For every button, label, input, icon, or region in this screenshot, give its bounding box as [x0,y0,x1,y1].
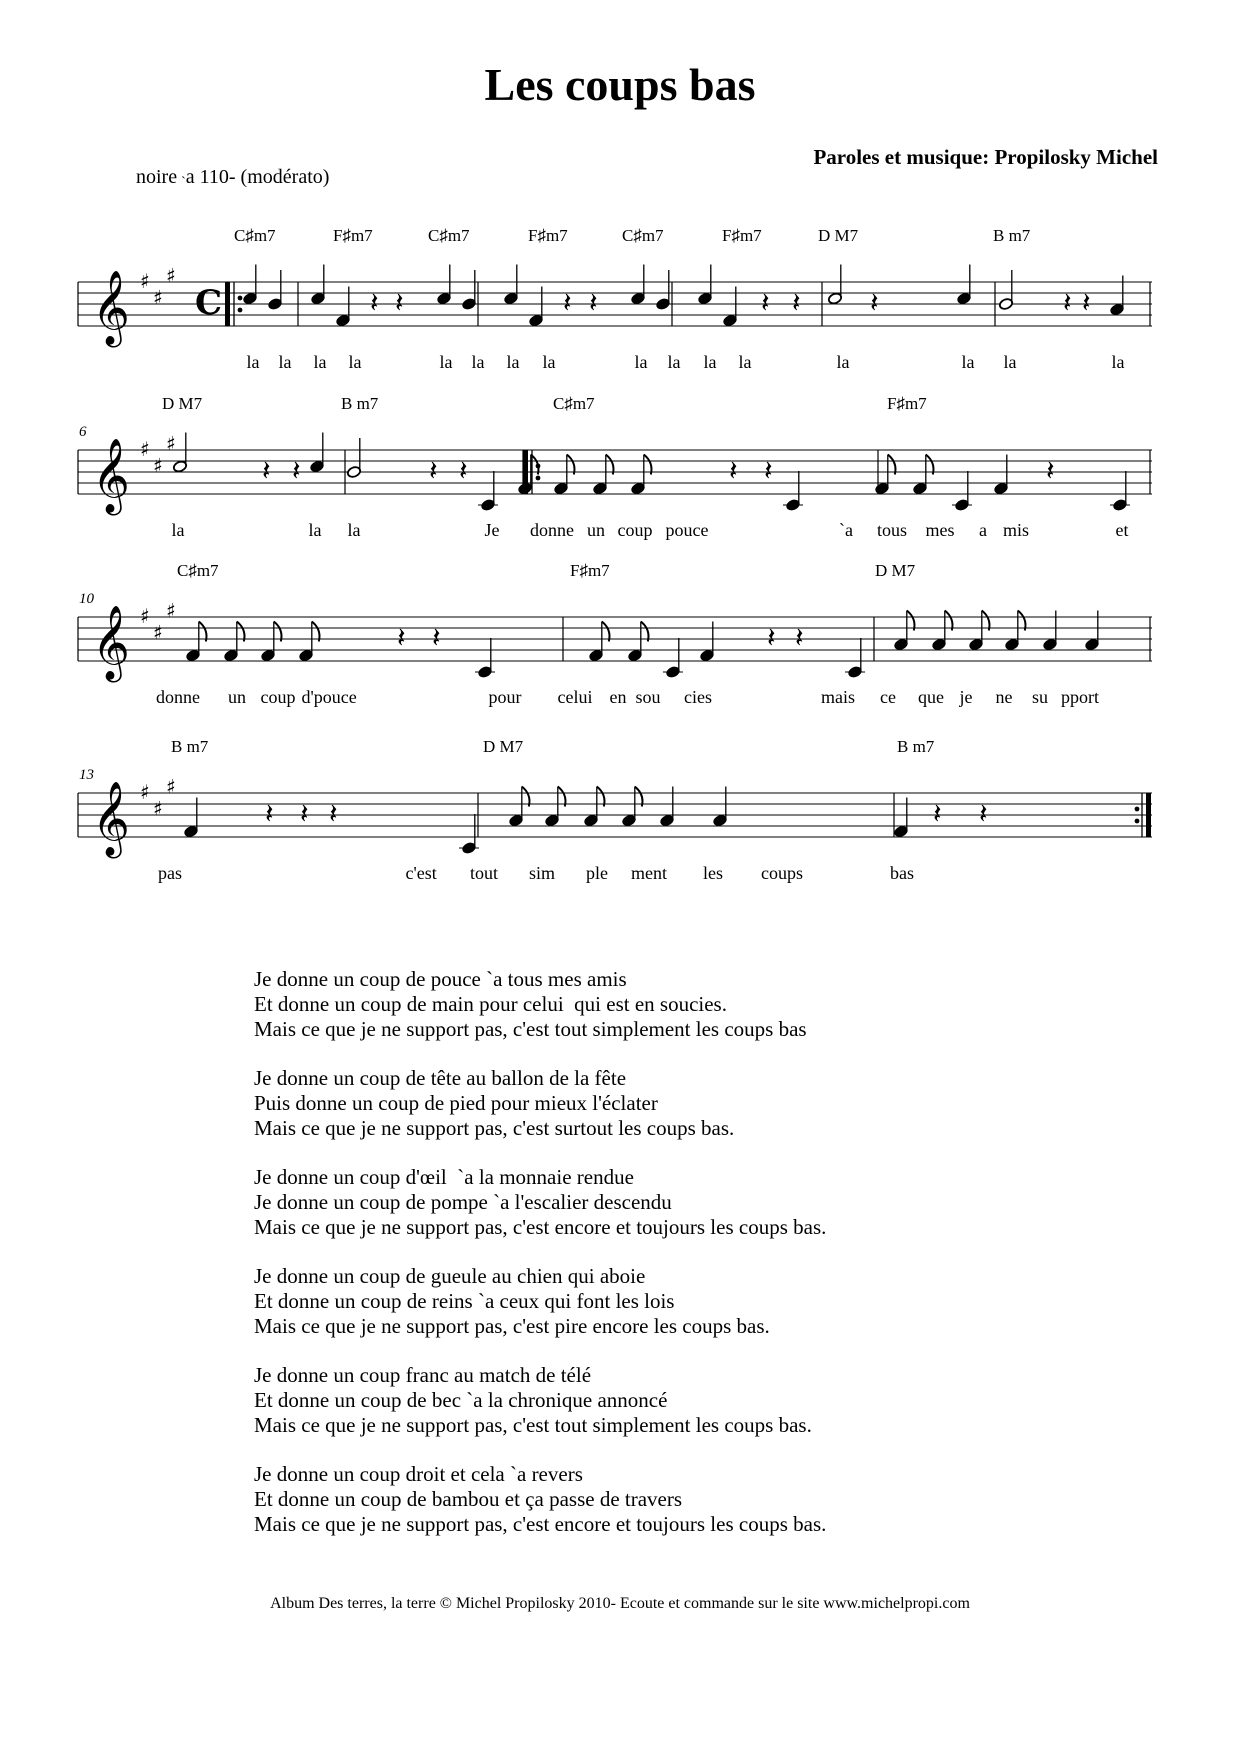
verse-line: Et donne un coup de main pour celui qui est en soucies. [254,992,727,1016]
sharp-icon: ♯ [166,598,176,623]
lyric-syllable: la [278,352,292,372]
quarter-rest-icon: 𝄽 [761,286,770,319]
note [952,471,972,512]
final-thick-bar [1146,793,1151,837]
lyric-syllable: pport [1061,687,1099,707]
treble-clef-icon: 𝄞 [92,606,130,680]
note [242,265,257,306]
quarter-rest-icon: 𝄽 [979,797,988,830]
score-system [0,390,1240,560]
verse-line: Je donne un coup droit et cela `a revers [254,1462,583,1486]
chord-symbol: B m7 [897,737,935,756]
lyric-syllable: la [308,520,322,540]
note [475,638,495,679]
lyric-syllable: `a [839,520,853,540]
lyric-syllable: sim [529,863,556,883]
note [1110,471,1130,512]
sharp-icon: ♯ [153,796,163,821]
lyric-syllable: su [1032,687,1049,707]
verse-line: Et donne un coup de bambou et ça passe de travers [254,1487,683,1511]
lyric-syllable: ce [880,687,896,707]
chord-symbol: C♯m7 [428,226,470,245]
repeat-dot [536,476,541,481]
note [503,265,518,306]
lyric-syllable: ple [586,863,608,883]
quarter-rest-icon: 𝄽 [429,454,438,487]
author-credit: Paroles et musique: Propilosky Michel [813,145,1158,169]
lyric-syllable: la [439,352,453,372]
repeat-dot [1135,807,1140,812]
sharp-icon: ♯ [140,269,150,293]
lyric-syllable: la [961,352,975,372]
note [309,433,324,474]
sharp-icon: ♯ [140,437,150,461]
footer-credit: Album Des terres, la terre © Michel Propilosky 2010- Ecoute et commande sur le site www.michelpropi.com [270,1595,970,1612]
quarter-rest-icon: 𝄽 [397,621,406,654]
sharp-icon: ♯ [166,774,176,799]
lyric-syllable: les [703,863,723,883]
quarter-rest-icon: 𝄽 [729,454,738,487]
lyric-syllable: la [313,352,327,372]
chord-symbol: D M7 [162,394,203,413]
sharp-icon: ♯ [166,263,176,288]
quarter-rest-icon: 𝄽 [395,286,404,319]
note [267,270,282,311]
tempo-accent: ` [181,175,186,190]
measure-number: 13 [79,767,94,783]
stanza [254,1264,826,1339]
verse-line: Mais ce que je ne support pas, c'est encore et toujours les coups bas. [254,1512,827,1536]
measure-number: 10 [79,591,94,607]
note [478,471,498,512]
note [461,270,476,311]
sharp-icon: ♯ [153,620,163,645]
chord-symbol: D M7 [483,737,524,756]
verse-line: Je donne un coup de tête au ballon de la fête [254,1066,627,1090]
note [655,270,670,311]
quarter-rest-icon: 𝄽 [563,286,572,319]
score-system [0,222,1240,392]
quarter-rest-icon: 𝄽 [589,286,598,319]
note [998,270,1013,311]
note [310,265,325,306]
repeat-dot [1135,819,1140,824]
repeat-dot [238,296,243,301]
lyric-syllable: mais [821,687,855,707]
staff [0,222,1240,392]
quarter-rest-icon: 𝄽 [1082,286,1091,319]
lyric-syllable: la [347,520,361,540]
lyric-syllable: bas [890,863,914,883]
lyric-syllable: la [471,352,485,372]
quarter-rest-icon: 𝄽 [459,454,468,487]
verse-line: Mais ce que je ne support pas, c'est tout simplement les coups bas. [254,1413,812,1437]
lyric-syllable: celui [557,687,593,707]
tempo-prefix: noire [136,166,178,188]
treble-clef-icon: 𝄞 [92,782,130,856]
note [827,265,842,306]
chord-symbol: F♯m7 [722,226,762,245]
lyric-syllable: mes [925,520,955,540]
lyric-syllable: la [246,352,260,372]
verse-line: Je donne un coup de pompe `a l'escalier descendu [254,1190,672,1214]
chord-symbol: F♯m7 [333,226,373,245]
lyric-syllable: c'est [405,863,437,883]
lyric-syllable: pour [488,687,522,707]
treble-clef-icon: 𝄞 [92,439,130,513]
lyric-syllable: cies [684,687,712,707]
quarter-rest-icon: 𝄽 [329,797,338,830]
lyric-syllable: coups [761,863,803,883]
tempo-marking [136,166,329,189]
sharp-icon: ♯ [153,285,163,310]
song-title: Les coups bas [484,59,756,110]
lyric-syllable: je [959,687,973,707]
chord-symbol: F♯m7 [528,226,568,245]
verse-line: Je donne un coup de gueule au chien qui aboie [254,1264,646,1288]
stanza [254,967,826,1042]
quarter-rest-icon: 𝄽 [262,454,271,487]
note [663,638,683,679]
staff [0,733,1240,903]
lyric-syllable: pouce [665,520,709,540]
lyric-syllable: la [738,352,752,372]
score-system [0,733,1240,903]
chord-symbol: C♯m7 [622,226,664,245]
verses [254,967,826,1561]
lyric-syllable: la [171,520,185,540]
quarter-rest-icon: 𝄽 [870,286,879,319]
lyric-syllable: que [918,687,944,707]
measure-number: 6 [79,424,87,440]
sharp-icon: ♯ [140,604,150,628]
verse-line: Je donne un coup d'œil `a la monnaie rendue [254,1165,634,1189]
verse-line: Mais ce que je ne support pas, c'est surtout les coups bas. [254,1116,735,1140]
lyric-syllable: un [228,687,246,707]
repeat-dot [238,308,243,313]
verse-line: Puis donne un coup de pied pour mieux l'éclater [254,1091,658,1115]
lyric-syllable: d'pouce [301,687,357,707]
verse-line: Et donne un coup de reins `a ceux qui font les lois [254,1289,675,1313]
chord-symbol: F♯m7 [570,561,610,580]
lyric-syllable: la [1111,352,1125,372]
chord-symbol: C♯m7 [553,394,595,413]
note [459,814,479,855]
lyric-syllable: sou [635,687,661,707]
tempo-suffix: a 110- (modérato) [185,166,330,188]
sharp-icon: ♯ [166,431,176,456]
verse-line: Mais ce que je ne support pas, c'est tout simplement les coups bas [254,1017,807,1041]
quarter-rest-icon: 𝄽 [795,621,804,654]
note [845,638,865,679]
note [783,471,803,512]
stanza [254,1363,826,1438]
chord-symbol: B m7 [341,394,379,413]
lyric-syllable: donne [156,687,200,707]
lyric-syllable: la [703,352,717,372]
verse-line: Et donne un coup de bec `a la chronique annoncé [254,1388,668,1412]
note [346,438,361,479]
treble-clef-icon: 𝄞 [92,271,130,345]
lyric-syllable: tout [470,863,499,883]
note [697,265,712,306]
staff [0,557,1240,727]
sharp-icon: ♯ [153,453,163,478]
quarter-rest-icon: 𝄽 [767,621,776,654]
quarter-rest-icon: 𝄽 [432,621,441,654]
lyric-syllable: la [667,352,681,372]
verse-line: Mais ce que je ne support pas, c'est encore et toujours les coups bas. [254,1215,827,1239]
lyric-syllable: en [609,687,627,707]
quarter-rest-icon: 𝄽 [1046,454,1055,487]
lyric-syllable: la [542,352,556,372]
sharp-icon: ♯ [140,780,150,804]
lyric-syllable: ne [995,687,1013,707]
quarter-rest-icon: 𝄽 [370,286,379,319]
quarter-rest-icon: 𝄽 [1063,286,1072,319]
quarter-rest-icon: 𝄽 [933,797,942,830]
stanza [254,1066,826,1141]
lyric-syllable: la [348,352,362,372]
lyric-syllable: et [1115,520,1129,540]
note [630,265,645,306]
lyric-syllable: coup [260,687,296,707]
note [956,265,971,306]
chord-symbol: B m7 [171,737,209,756]
quarter-rest-icon: 𝄽 [300,797,309,830]
time-signature: C [195,283,223,323]
lyric-syllable: donne [530,520,574,540]
quarter-rest-icon: 𝄽 [265,797,274,830]
lyric-syllable: mis [1003,520,1030,540]
verse-line: Je donne un coup de pouce `a tous mes amis [254,967,627,991]
score-system [0,557,1240,727]
verse-line: Mais ce que je ne support pas, c'est pire encore les coups bas. [254,1314,770,1338]
lyric-syllable: Je [484,520,500,540]
lyric-syllable: coup [617,520,653,540]
lyric-syllable: la [506,352,520,372]
chord-symbol: C♯m7 [234,226,276,245]
staff [0,390,1240,560]
quarter-rest-icon: 𝄽 [764,454,773,487]
lyric-syllable: ment [631,863,667,883]
chord-symbol: B m7 [993,226,1031,245]
lyric-syllable: tous [877,520,908,540]
stanza [254,1165,826,1240]
stanza [254,1462,826,1537]
verse-line: Je donne un coup franc au match de télé [254,1363,592,1387]
quarter-rest-icon: 𝄽 [792,286,801,319]
chord-symbol: F♯m7 [887,394,927,413]
lyric-syllable: pas [158,863,182,883]
lyric-syllable: la [1003,352,1017,372]
lyric-syllable: la [634,352,648,372]
chord-symbol: D M7 [875,561,916,580]
lyric-syllable: la [836,352,850,372]
chord-symbol: D M7 [818,226,859,245]
repeat-thick-bar [225,282,230,326]
lyric-syllable: un [587,520,605,540]
note [436,265,451,306]
lyric-syllable: a [979,520,987,540]
chord-symbol: C♯m7 [177,561,219,580]
quarter-rest-icon: 𝄽 [292,454,301,487]
